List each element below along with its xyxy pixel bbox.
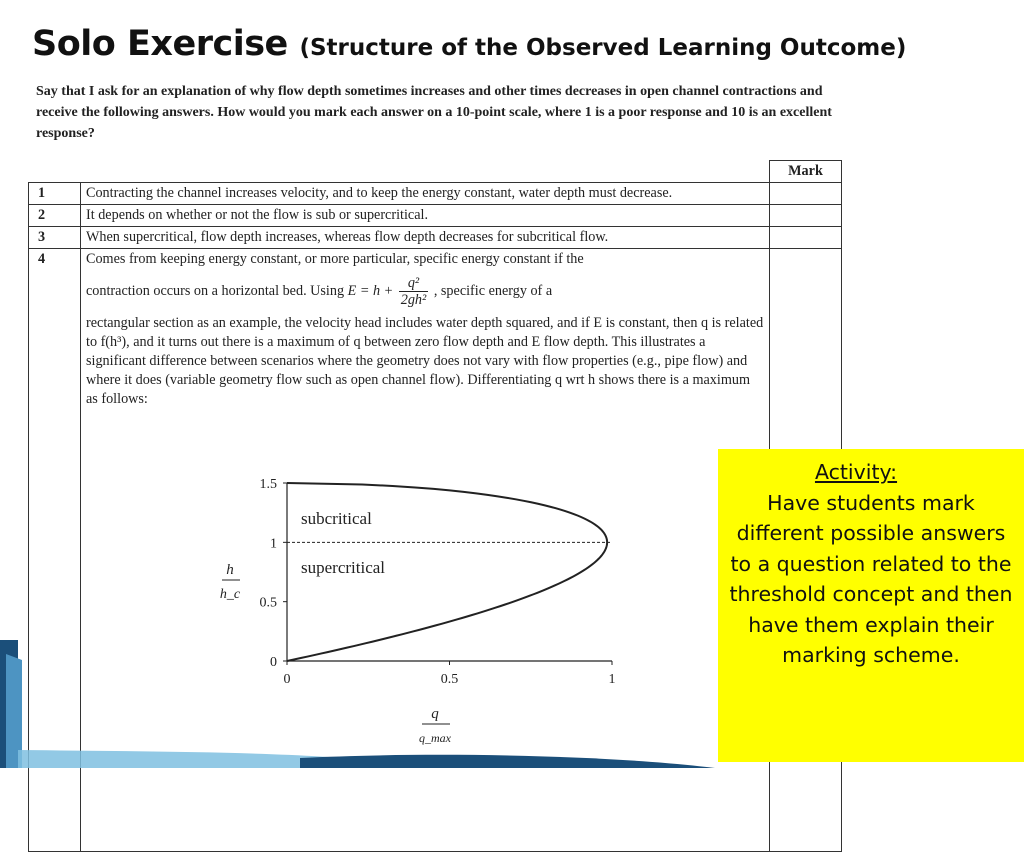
decorative-swoosh: [0, 640, 720, 768]
swoosh-wave-dark: [300, 755, 715, 768]
x-tick-label: 0: [283, 672, 291, 687]
activity-body: Have students mark different possible answers to a question related to the threshold concept and then have them explain their marking scheme.: [729, 490, 1013, 667]
table-row: [29, 183, 842, 205]
y-tick-label: 1.5: [259, 477, 277, 492]
activity-heading: Activity:: [814, 460, 898, 484]
y-axis-label-denominator: h_c: [219, 587, 241, 602]
answer-number: 4: [29, 249, 81, 852]
x-tick-label: 0.5: [440, 672, 459, 687]
equation-numerator: q²: [399, 275, 429, 292]
answer-4-line-c: , specific energy of a: [433, 282, 553, 299]
answer-number: 3: [29, 227, 81, 249]
slide-title: [32, 24, 906, 64]
x-axis-label-numerator: q: [431, 706, 439, 722]
activity-box: [718, 449, 1024, 762]
table-header-row: [29, 161, 842, 183]
y-tick-label: 0: [270, 655, 277, 670]
mark-cell[interactable]: [770, 227, 842, 249]
energy-equation-lhs: E = h +: [347, 282, 394, 299]
answer-number: 2: [29, 205, 81, 227]
equation-denominator: 2gh²: [400, 292, 427, 308]
answer-text: When supercritical, flow depth increases, whereas flow depth decreases for subcritical flow.: [81, 227, 770, 249]
energy-equation-fraction: [399, 275, 429, 308]
y-axis-label-numerator: h: [226, 562, 234, 578]
x-axis-label-denominator: q_max: [419, 731, 451, 745]
exercise-prompt: Say that I ask for an explanation of why flow depth sometimes increases and other times decreases in open channel contractions and receive the following answers. How would you mark each answer on a 10-point scale, where 1 is a poor response and 10 is an excellent response?: [36, 84, 832, 141]
title-sub: (Structure of the Observed Learning Outcome): [299, 35, 907, 61]
table-row: [29, 227, 842, 249]
mark-cell[interactable]: [770, 205, 842, 227]
table-header-blank: [29, 161, 770, 183]
table-row: [29, 205, 842, 227]
answer-4-line-d: rectangular section as an example, the velocity head includes water depth squared, and if E is constant, then q is related to f(h³), and it turns out there is a maximum of q between zero flow depth and E flow depth. This illustrates a significant difference between scenarios where the geometry does not vary with flow properties (e.g., pipe flow) and where it does (variable geometry flow such as open channel flow). Differentiating q wrt h shows there is a maximum as follows:: [86, 315, 764, 407]
answer-4-line-a: Comes from keeping energy constant, or more particular, specific energy constant if the: [86, 251, 584, 267]
y-tick-label: 0.5: [259, 595, 277, 611]
mark-column-header: Mark: [770, 161, 842, 183]
answer-4-line-b: contraction occurs on a horizontal bed. Using: [86, 282, 345, 299]
title-main: Solo Exercise: [32, 24, 288, 64]
answer-text: It depends on whether or not the flow is sub or supercritical.: [81, 205, 770, 227]
answer-number: 1: [29, 183, 81, 205]
mark-cell[interactable]: [770, 183, 842, 205]
answer-text: Contracting the channel increases velocity, and to keep the energy constant, water depth must decrease.: [81, 183, 770, 205]
annotation-subcritical: subcritical: [301, 509, 372, 528]
y-tick-label: 1: [270, 536, 277, 552]
annotation-supercritical: supercritical: [301, 558, 386, 577]
x-tick-label: 1: [608, 672, 616, 687]
answer-4-equation-line: [86, 275, 764, 308]
